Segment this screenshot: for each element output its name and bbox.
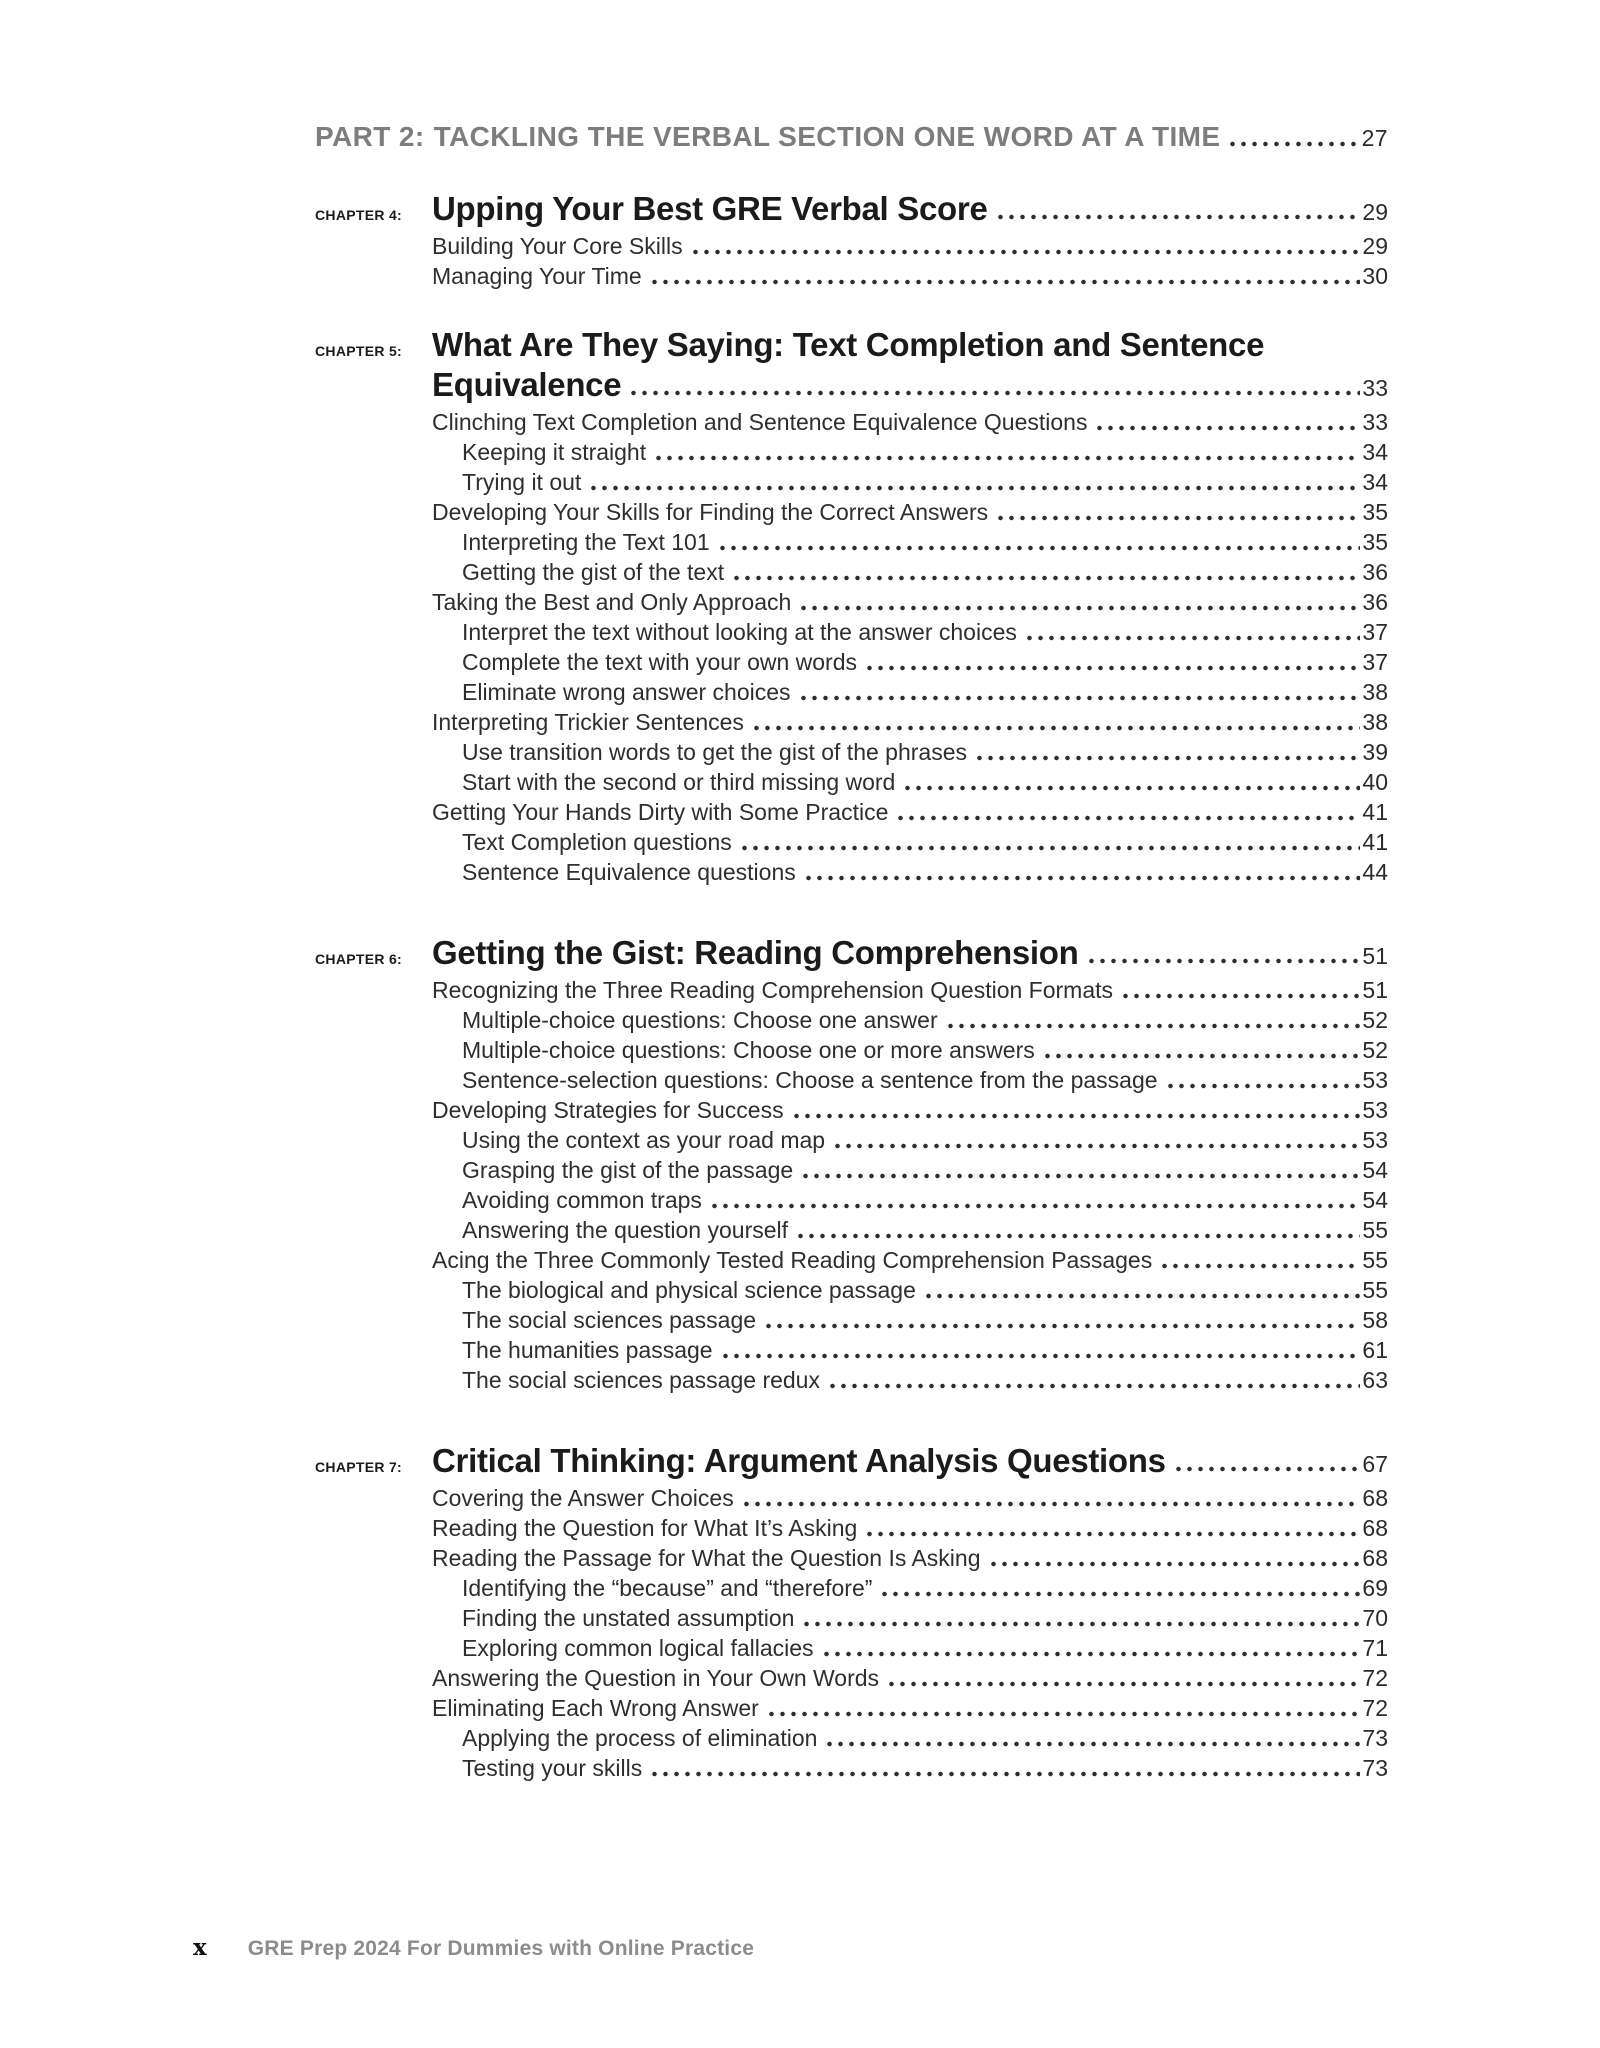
toc-item-label: Interpreting Trickier Sentences: [432, 709, 744, 735]
chapter-items: [315, 231, 1388, 291]
dot-leader: [1171, 1441, 1361, 1481]
toc-item-page-number: 68: [1362, 1545, 1388, 1571]
toc-item-page-number: 38: [1362, 679, 1388, 705]
chapter-title-row-2: [315, 365, 1388, 405]
chapter-label: CHAPTER 6:: [315, 951, 403, 967]
toc-item-label: Reading the Passage for What the Question Is Asking: [432, 1545, 981, 1571]
dot-leader: [1225, 120, 1359, 155]
toc-item: [315, 1095, 1388, 1125]
toc-item: [315, 1693, 1388, 1723]
dot-leader: [789, 1095, 1361, 1125]
toc-item-label: Sentence-selection questions: Choose a sentence from the passage: [462, 1067, 1158, 1093]
toc-item-label: Developing Your Skills for Finding the Correct Answers: [432, 499, 989, 525]
toc-item: [315, 617, 1388, 647]
part-heading: [315, 120, 1388, 155]
toc-item-label: Interpreting the Text 101: [462, 529, 710, 555]
toc-item: [315, 1663, 1388, 1693]
dot-leader: [1022, 617, 1361, 647]
chapter-label: CHAPTER 4:: [315, 207, 403, 223]
chapter-entry: [315, 933, 1388, 1395]
dot-leader: [1040, 1035, 1361, 1065]
dot-leader: [993, 497, 1360, 527]
toc-item-page-number: 58: [1362, 1307, 1388, 1333]
toc-item-page-number: 61: [1362, 1337, 1388, 1363]
dot-leader: [761, 1305, 1360, 1335]
chapter-title-row: [315, 189, 1388, 229]
toc-item-label: Grasping the gist of the passage: [462, 1157, 794, 1183]
book-title: GRE Prep 2024 For Dummies with Online Practice: [247, 1937, 755, 1960]
dot-leader: [749, 707, 1360, 737]
chapter-title: What Are They Saying: Text Completion and Sentence: [432, 326, 1265, 363]
toc-item-label: Finding the unstated assumption: [462, 1605, 795, 1631]
toc-item-page-number: 41: [1362, 829, 1388, 855]
toc-item-page-number: 44: [1362, 859, 1388, 885]
toc-item: [315, 767, 1388, 797]
toc-item: [315, 261, 1388, 291]
toc-item: [315, 497, 1388, 527]
toc-item: [315, 1543, 1388, 1573]
dot-leader: [793, 1215, 1360, 1245]
dot-leader: [737, 827, 1361, 857]
dot-leader: [626, 365, 1360, 405]
toc-item-label: Multiple-choice questions: Choose one answer: [462, 1007, 938, 1033]
toc-item-label: Testing your skills: [462, 1755, 643, 1781]
chapter-items: [315, 407, 1388, 887]
toc-item: [315, 1005, 1388, 1035]
toc-item-page-number: 68: [1362, 1485, 1388, 1511]
page-footer: [193, 1934, 754, 1961]
toc-item: [315, 1275, 1388, 1305]
toc-item-label: Multiple-choice questions: Choose one or more answers: [462, 1037, 1035, 1063]
toc-item-label: Identifying the “because” and “therefore”: [462, 1575, 873, 1601]
dot-leader: [1157, 1245, 1360, 1275]
toc-item: [315, 1215, 1388, 1245]
dot-leader: [893, 797, 1360, 827]
dot-leader: [825, 1365, 1360, 1395]
dot-leader: [796, 677, 1361, 707]
toc-item: [315, 1155, 1388, 1185]
chapter-title: Upping Your Best GRE Verbal Score: [432, 190, 988, 227]
toc-item-page-number: 55: [1362, 1217, 1388, 1243]
toc-item-label: Managing Your Time: [432, 263, 642, 289]
toc-item-label: Recognizing the Three Reading Comprehension Question Formats: [432, 977, 1114, 1003]
dot-leader: [884, 1663, 1360, 1693]
dot-leader: [921, 1275, 1361, 1305]
toc-item: [315, 1365, 1388, 1395]
toc-item-page-number: 36: [1362, 559, 1388, 585]
toc-item-label: The social sciences passage redux: [462, 1367, 820, 1393]
toc-item-page-number: 53: [1362, 1127, 1388, 1153]
dot-leader: [688, 231, 1361, 261]
toc-item: [315, 1603, 1388, 1633]
toc-item: [315, 1513, 1388, 1543]
chapter-items: [315, 1483, 1388, 1783]
chapter-title-row: [315, 933, 1388, 973]
toc-item-label: Building Your Core Skills: [432, 233, 683, 259]
toc-item-page-number: 63: [1362, 1367, 1388, 1393]
toc-item-page-number: 29: [1362, 233, 1388, 259]
toc-item-page-number: 52: [1362, 1037, 1388, 1063]
toc-item-label: Answering the question yourself: [462, 1217, 789, 1243]
toc-item: [315, 587, 1388, 617]
toc-item-page-number: 41: [1362, 799, 1388, 825]
toc-item-page-number: 72: [1362, 1665, 1388, 1691]
chapter-page-number: 51: [1362, 943, 1388, 969]
toc-item-page-number: 35: [1362, 529, 1388, 555]
toc-item: [315, 1335, 1388, 1365]
chapter-title: Critical Thinking: Argument Analysis Questions: [432, 1442, 1166, 1479]
toc-item-page-number: 55: [1362, 1277, 1388, 1303]
toc-item: [315, 1305, 1388, 1335]
dot-leader: [822, 1723, 1360, 1753]
toc-item-page-number: 40: [1362, 769, 1388, 795]
toc-item: [315, 647, 1388, 677]
toc-item-label: Applying the process of elimination: [462, 1725, 818, 1751]
toc-item-page-number: 37: [1362, 619, 1388, 645]
toc-item: [315, 527, 1388, 557]
toc-item-page-number: 37: [1362, 649, 1388, 675]
toc-item-page-number: 30: [1362, 263, 1388, 289]
part-title: TACKLING THE VERBAL SECTION ONE WORD AT A TIME: [433, 121, 1221, 152]
toc-item-label: Clinching Text Completion and Sentence Equivalence Questions: [432, 409, 1088, 435]
dot-leader: [819, 1633, 1361, 1663]
toc-item: [315, 1483, 1388, 1513]
table-of-contents: [315, 120, 1388, 1783]
dot-leader: [1118, 975, 1360, 1005]
toc-item-page-number: 69: [1362, 1575, 1388, 1601]
dot-leader: [718, 1335, 1361, 1365]
toc-item-page-number: 51: [1362, 977, 1388, 1003]
dot-leader: [993, 189, 1361, 229]
toc-item: [315, 975, 1388, 1005]
toc-item: [315, 1185, 1388, 1215]
chapter-label: CHAPTER 7:: [315, 1459, 403, 1475]
toc-item-label: Using the context as your road map: [462, 1127, 826, 1153]
toc-item-page-number: 39: [1362, 739, 1388, 765]
toc-item-page-number: 70: [1362, 1605, 1388, 1631]
toc-item-page-number: 33: [1362, 409, 1388, 435]
toc-item: [315, 1065, 1388, 1095]
toc-item-page-number: 73: [1362, 1755, 1388, 1781]
toc-item-page-number: 52: [1362, 1007, 1388, 1033]
toc-item: [315, 557, 1388, 587]
toc-item: [315, 1633, 1388, 1663]
toc-item: [315, 737, 1388, 767]
dot-leader: [707, 1185, 1360, 1215]
toc-item-label: Developing Strategies for Success: [432, 1097, 784, 1123]
toc-item-page-number: 55: [1362, 1247, 1388, 1273]
dot-leader: [647, 261, 1361, 291]
dot-leader: [943, 1005, 1361, 1035]
toc-item: [315, 857, 1388, 887]
dot-leader: [830, 1125, 1360, 1155]
toc-item-label: Taking the Best and Only Approach: [432, 589, 792, 615]
toc-item: [315, 231, 1388, 261]
toc-item-page-number: 34: [1362, 469, 1388, 495]
toc-item-label: Interpret the text without looking at the answer choices: [462, 619, 1017, 645]
toc-item-label: Text Completion questions: [462, 829, 732, 855]
toc-item-label: Covering the Answer Choices: [432, 1485, 734, 1511]
dot-leader: [862, 1513, 1360, 1543]
dot-leader: [1092, 407, 1360, 437]
toc-item: [315, 1573, 1388, 1603]
toc-item-page-number: 68: [1362, 1515, 1388, 1541]
toc-item: [315, 437, 1388, 467]
toc-item-label: Avoiding common traps: [462, 1187, 702, 1213]
chapter-title-line2: Equivalence: [432, 366, 622, 403]
toc-item-page-number: 72: [1362, 1695, 1388, 1721]
part-label: PART 2:: [315, 121, 425, 152]
dot-leader: [877, 1573, 1360, 1603]
toc-item-page-number: 53: [1362, 1097, 1388, 1123]
dot-leader: [801, 857, 1361, 887]
dot-leader: [586, 467, 1360, 497]
toc-item-label: Keeping it straight: [462, 439, 647, 465]
dot-leader: [972, 737, 1360, 767]
toc-item: [315, 1753, 1388, 1783]
folio-page-number: x: [193, 1934, 207, 1961]
toc-item-label: Eliminate wrong answer choices: [462, 679, 791, 705]
toc-item: [315, 407, 1388, 437]
toc-item-label: The biological and physical science passage: [462, 1277, 916, 1303]
dot-leader: [729, 557, 1360, 587]
dot-leader: [1084, 933, 1361, 973]
toc-item: [315, 827, 1388, 857]
toc-item-label: Sentence Equivalence questions: [462, 859, 796, 885]
toc-item-page-number: 34: [1362, 439, 1388, 465]
dot-leader: [1163, 1065, 1361, 1095]
dot-leader: [647, 1753, 1360, 1783]
chapter-entry: [315, 325, 1388, 887]
dot-leader: [986, 1543, 1361, 1573]
toc-item-page-number: 73: [1362, 1725, 1388, 1751]
toc-item-label: Getting the gist of the text: [462, 559, 725, 585]
chapter-page-number: 29: [1362, 199, 1388, 225]
toc-item: [315, 707, 1388, 737]
toc-item-label: The social sciences passage: [462, 1307, 757, 1333]
chapter-title-row: [315, 325, 1388, 365]
toc-item-label: Acing the Three Commonly Tested Reading Comprehension Passages: [432, 1247, 1153, 1273]
toc-item: [315, 1035, 1388, 1065]
toc-item-page-number: 53: [1362, 1067, 1388, 1093]
toc-item-page-number: 36: [1362, 589, 1388, 615]
toc-item-label: Complete the text with your own words: [462, 649, 858, 675]
toc-item-label: Getting Your Hands Dirty with Some Practice: [432, 799, 889, 825]
toc-item-label: Reading the Question for What It’s Asking: [432, 1515, 858, 1541]
chapter-entry: [315, 1441, 1388, 1783]
dot-leader: [799, 1603, 1360, 1633]
chapter-label: CHAPTER 5:: [315, 343, 403, 359]
toc-item-label: Use transition words to get the gist of the phrases: [462, 739, 967, 765]
toc-item-page-number: 54: [1362, 1157, 1388, 1183]
dot-leader: [764, 1693, 1361, 1723]
chapter-entry: [315, 189, 1388, 291]
toc-item-page-number: 71: [1362, 1635, 1388, 1661]
dot-leader: [739, 1483, 1361, 1513]
chapter-items: [315, 975, 1388, 1395]
chapter-title-row: [315, 1441, 1388, 1481]
dot-leader: [798, 1155, 1360, 1185]
dot-leader: [862, 647, 1360, 677]
toc-item-label: The humanities passage: [462, 1337, 713, 1363]
dot-leader: [900, 767, 1360, 797]
dot-leader: [715, 527, 1361, 557]
chapter-page-number: 33: [1362, 375, 1388, 401]
toc-item: [315, 1245, 1388, 1275]
toc-item: [315, 1723, 1388, 1753]
toc-item: [315, 1125, 1388, 1155]
toc-item: [315, 467, 1388, 497]
chapter-page-number: 67: [1362, 1451, 1388, 1477]
part-page-number: 27: [1361, 125, 1388, 151]
toc-item-label: Start with the second or third missing word: [462, 769, 896, 795]
toc-item: [315, 677, 1388, 707]
toc-item-label: Trying it out: [462, 469, 582, 495]
toc-item: [315, 797, 1388, 827]
dot-leader: [651, 437, 1360, 467]
toc-item-page-number: 54: [1362, 1187, 1388, 1213]
toc-item-label: Eliminating Each Wrong Answer: [432, 1695, 759, 1721]
toc-item-page-number: 38: [1362, 709, 1388, 735]
toc-item-label: Exploring common logical fallacies: [462, 1635, 814, 1661]
dot-leader: [796, 587, 1360, 617]
toc-item-page-number: 35: [1362, 499, 1388, 525]
toc-item-label: Answering the Question in Your Own Words: [432, 1665, 880, 1691]
chapter-title: Getting the Gist: Reading Comprehension: [432, 934, 1079, 971]
chapters-list: [315, 189, 1388, 1783]
